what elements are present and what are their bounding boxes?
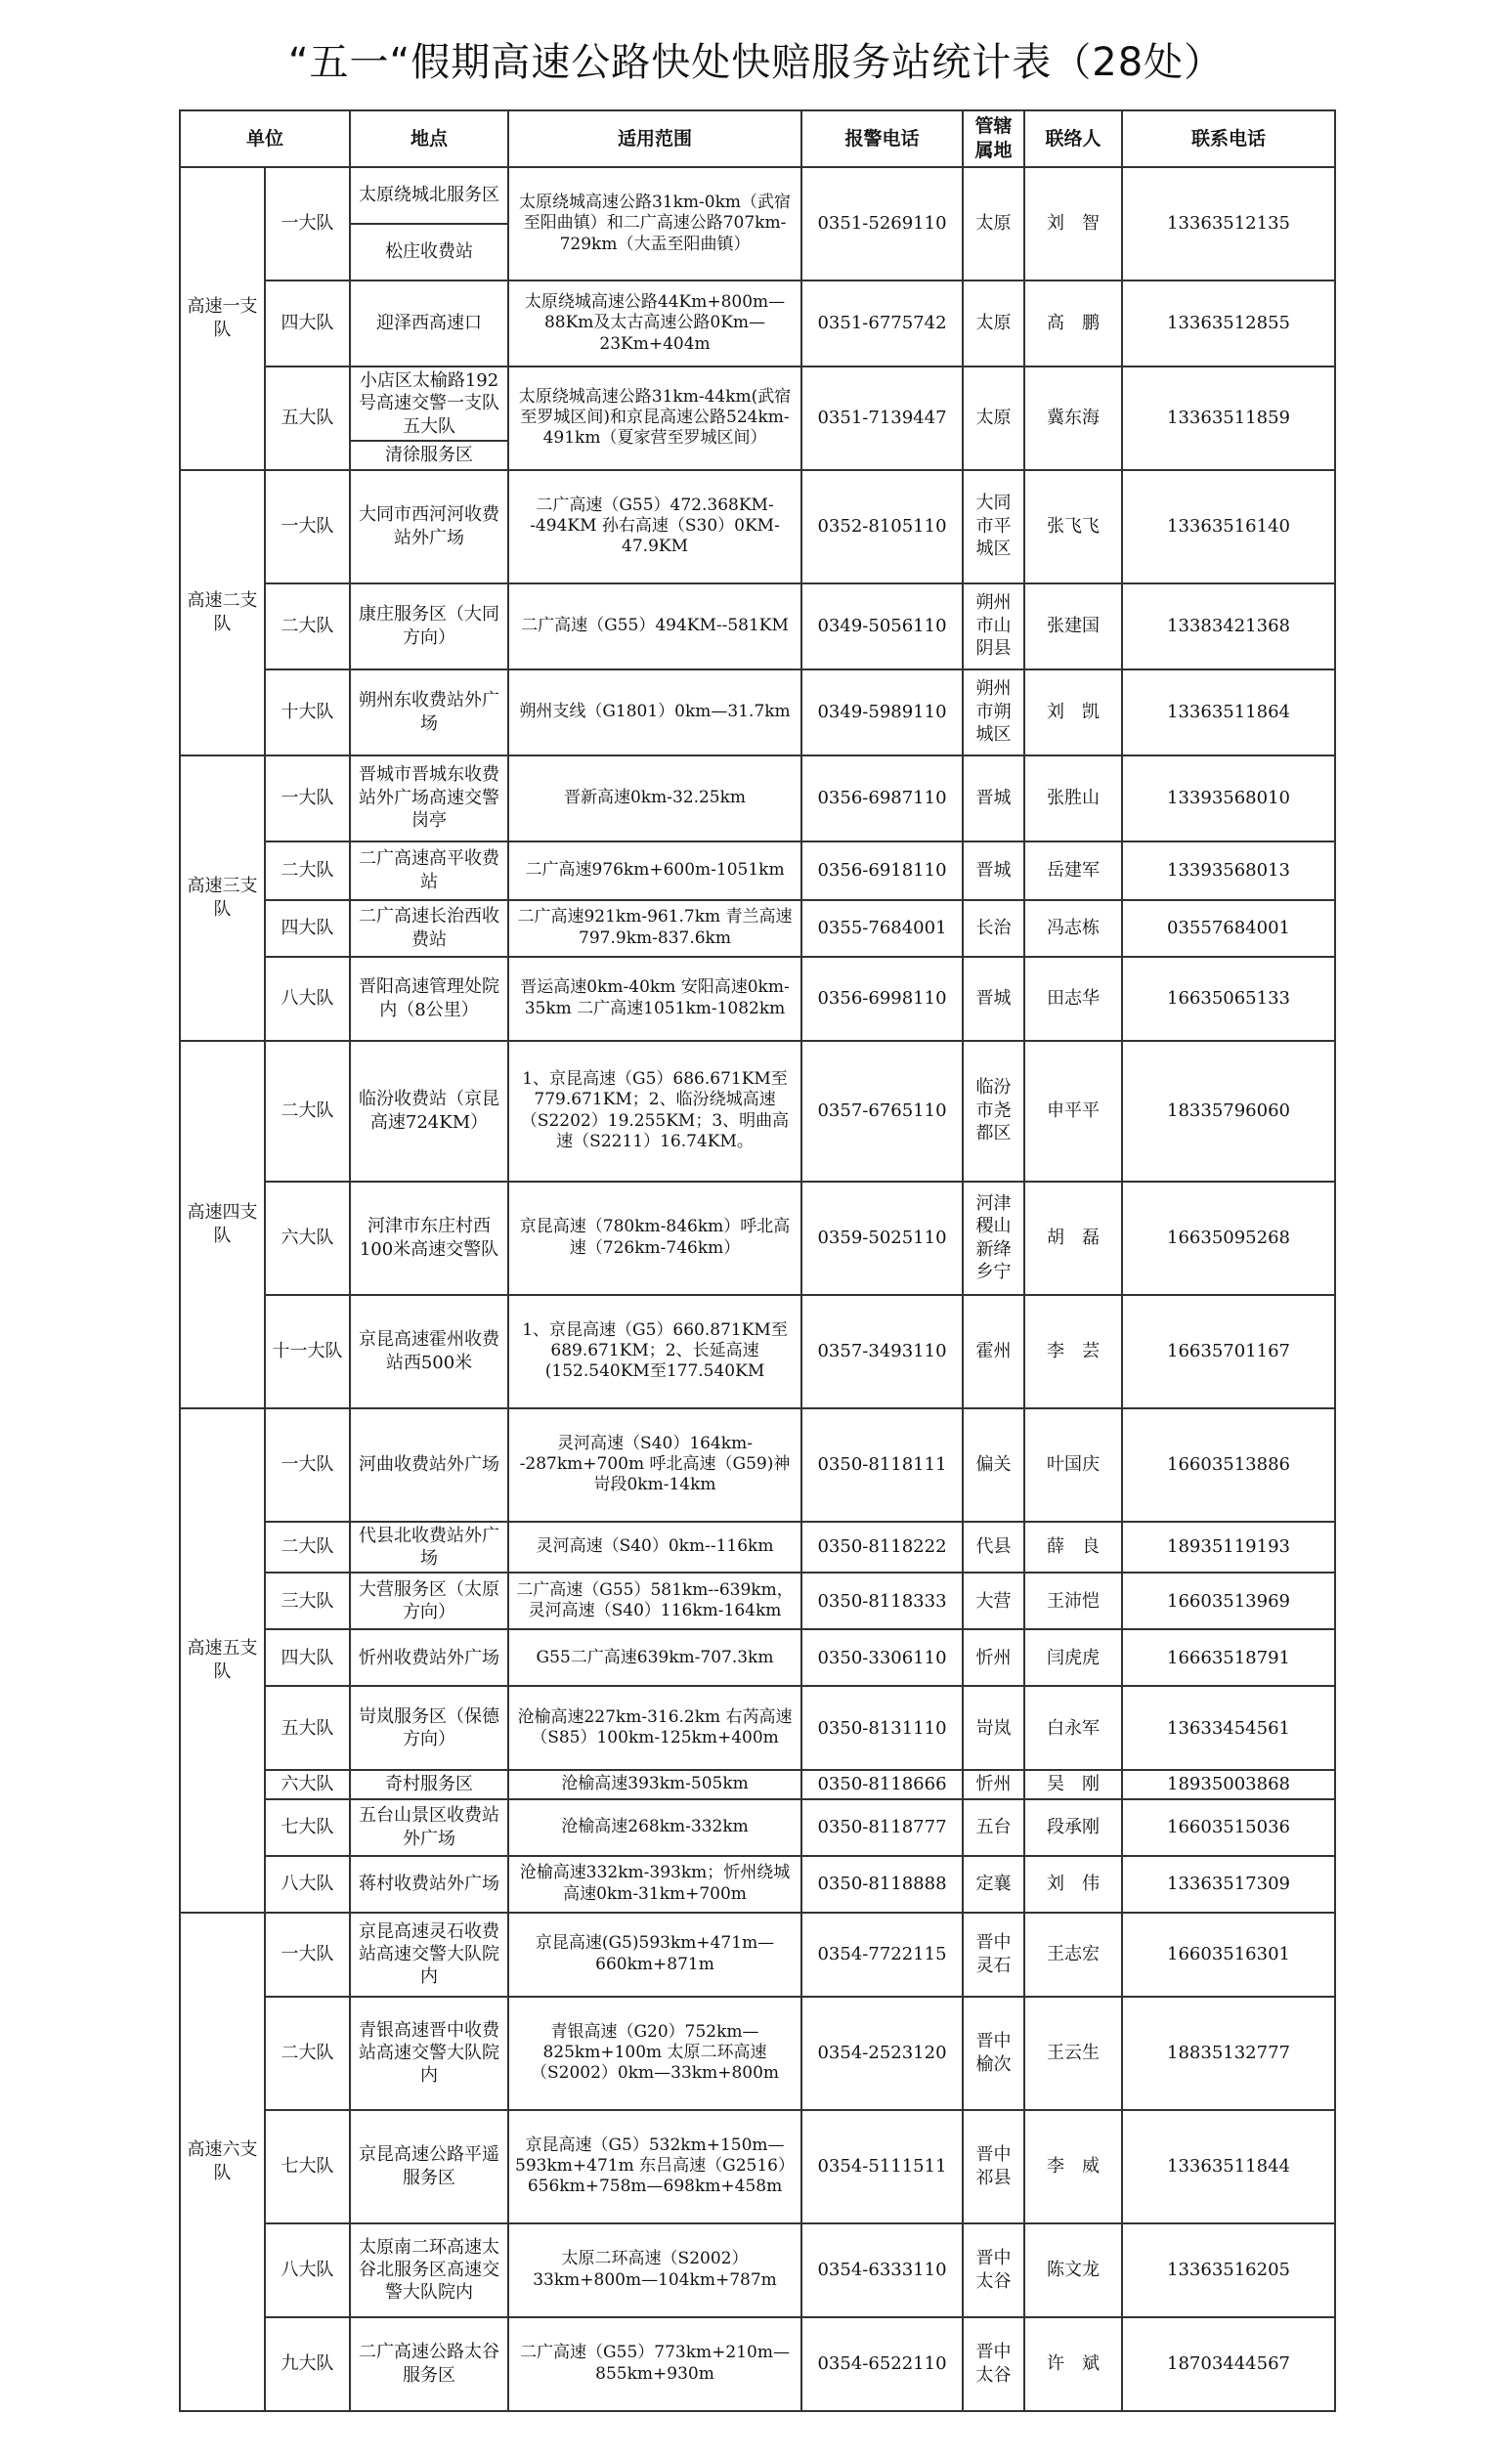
cell-jurisdiction: 太原 — [963, 167, 1024, 280]
cell-scope: 太原二环高速（S2002）33km+800m—104km+787m — [508, 2223, 801, 2317]
table-row — [180, 1408, 1335, 1522]
cell-contact: 闫虎虎 — [1024, 1629, 1122, 1686]
cell-detachment: 高速四支队 — [180, 1041, 265, 1408]
table-row — [180, 1041, 1335, 1182]
cell-alarm-phone: 0359-5025110 — [801, 1182, 963, 1295]
table-row — [180, 1686, 1335, 1770]
cell-brigade: 七大队 — [265, 2110, 350, 2223]
cell-alarm-phone: 0356-6987110 — [801, 755, 963, 841]
cell-contact: 刘 智 — [1024, 167, 1122, 280]
cell-contact: 许 斌 — [1024, 2317, 1122, 2411]
cell-scope: 二广高速（G55）773km+210m—855km+930m — [508, 2317, 801, 2411]
cell-location: 太原绕城北服务区 — [350, 167, 508, 224]
cell-alarm-phone: 0354-6333110 — [801, 2223, 963, 2317]
cell-brigade: 二大队 — [265, 583, 350, 669]
cell-contact-phone: 18335796060 — [1122, 1041, 1335, 1182]
table-row — [180, 1295, 1335, 1408]
cell-brigade: 一大队 — [265, 1408, 350, 1522]
cell-jurisdiction: 晋中灵石 — [963, 1913, 1024, 1997]
cell-jurisdiction: 晋中榆次 — [963, 1997, 1024, 2110]
cell-alarm-phone: 0351-5269110 — [801, 167, 963, 280]
cell-location: 晋城市晋城东收费站外广场高速交警岗亭 — [350, 755, 508, 841]
table-row — [180, 1573, 1335, 1629]
cell-scope: 沧榆高速393km-505km — [508, 1770, 801, 1798]
cell-location: 晋阳高速管理处院内（8公里） — [350, 957, 508, 1041]
cell-alarm-phone: 0351-7139447 — [801, 367, 963, 470]
cell-scope: 二广高速（G55）494KM--581KM — [508, 583, 801, 669]
cell-alarm-phone: 0350-8118666 — [801, 1770, 963, 1798]
cell-scope: 朔州支线（G1801）0km—31.7km — [508, 669, 801, 755]
table-row — [180, 1856, 1335, 1913]
table-row — [180, 2110, 1335, 2223]
cell-contact-phone: 18935119193 — [1122, 1522, 1335, 1574]
cell-scope: 太原绕城高速公路31km-0km（武宿至阳曲镇）和二广高速公路707km-729km（大盂至阳曲镇） — [508, 167, 801, 280]
cell-jurisdiction: 临汾市尧都区 — [963, 1041, 1024, 1182]
cell-alarm-phone: 0355-7684001 — [801, 900, 963, 957]
cell-contact-phone: 03557684001 — [1122, 900, 1335, 957]
cell-location: 二广高速长治西收费站 — [350, 900, 508, 957]
cell-contact-phone: 18835132777 — [1122, 1997, 1335, 2110]
cell-contact-phone: 18703444567 — [1122, 2317, 1335, 2411]
cell-location: 朔州东收费站外广场 — [350, 669, 508, 755]
cell-contact: 刘 伟 — [1024, 1856, 1122, 1913]
cell-location: 京昆高速霍州收费站西500米 — [350, 1295, 508, 1408]
table-row — [180, 583, 1335, 669]
cell-jurisdiction: 晋中祁县 — [963, 2110, 1024, 2223]
cell-brigade: 一大队 — [265, 755, 350, 841]
table-row — [180, 1799, 1335, 1856]
cell-contact-phone: 13363511844 — [1122, 2110, 1335, 2223]
cell-contact: 张飞飞 — [1024, 470, 1122, 583]
header-alarm-phone: 报警电话 — [801, 110, 963, 167]
cell-brigade: 二大队 — [265, 1522, 350, 1574]
table-row — [180, 1913, 1335, 1997]
cell-location: 蒋村收费站外广场 — [350, 1856, 508, 1913]
cell-scope: 灵河高速（S40）0km--116km — [508, 1522, 801, 1574]
cell-alarm-phone: 0350-8118888 — [801, 1856, 963, 1913]
cell-location: 岢岚服务区（保德方向） — [350, 1686, 508, 1770]
cell-contact-phone: 16635065133 — [1122, 957, 1335, 1041]
cell-contact: 陈文龙 — [1024, 2223, 1122, 2317]
cell-jurisdiction: 大同市平城区 — [963, 470, 1024, 583]
cell-brigade: 一大队 — [265, 1913, 350, 1997]
cell-scope: 京昆高速（G5）532km+150m—593km+471m 东吕高速（G2516）656km+758m—698km+458m — [508, 2110, 801, 2223]
cell-contact-phone: 13363516140 — [1122, 470, 1335, 583]
table-row — [180, 1770, 1335, 1798]
cell-brigade: 四大队 — [265, 280, 350, 367]
cell-scope: 1、京昆高速（G5）686.671KM至779.671KM；2、临汾绕城高速（S2202）19.255KM；3、明曲高速（S2211）16.74KM。 — [508, 1041, 801, 1182]
cell-contact: 王志宏 — [1024, 1913, 1122, 1997]
cell-brigade: 三大队 — [265, 1573, 350, 1629]
cell-contact: 张胜山 — [1024, 755, 1122, 841]
cell-contact-phone: 13363517309 — [1122, 1856, 1335, 1913]
cell-contact: 叶国庆 — [1024, 1408, 1122, 1522]
cell-brigade: 八大队 — [265, 957, 350, 1041]
cell-jurisdiction: 偏关 — [963, 1408, 1024, 1522]
cell-alarm-phone: 0350-8118111 — [801, 1408, 963, 1522]
cell-contact-phone: 16603513886 — [1122, 1408, 1335, 1522]
cell-jurisdiction: 霍州 — [963, 1295, 1024, 1408]
cell-scope: 沧榆高速227km-316.2km 右芮高速（S85）100km-125km+400m — [508, 1686, 801, 1770]
cell-contact: 申平平 — [1024, 1041, 1122, 1182]
header-contact-phone: 联系电话 — [1122, 110, 1335, 167]
cell-location: 清徐服务区 — [350, 441, 508, 469]
cell-scope: 二广高速（G55）472.368KM--494KM 孙右高速（S30）0KM-47.9KM — [508, 470, 801, 583]
cell-scope: G55二广高速639km-707.3km — [508, 1629, 801, 1686]
cell-jurisdiction: 定襄 — [963, 1856, 1024, 1913]
cell-location: 松庄收费站 — [350, 224, 508, 280]
table-row — [180, 470, 1335, 583]
cell-brigade: 五大队 — [265, 367, 350, 470]
cell-location: 奇村服务区 — [350, 1770, 508, 1798]
cell-jurisdiction: 太原 — [963, 367, 1024, 470]
cell-contact: 王云生 — [1024, 1997, 1122, 2110]
cell-contact-phone: 13363512855 — [1122, 280, 1335, 367]
cell-location: 大同市西河河收费站外广场 — [350, 470, 508, 583]
cell-contact-phone: 18935003868 — [1122, 1770, 1335, 1798]
cell-brigade: 二大队 — [265, 841, 350, 900]
cell-contact: 刘 凯 — [1024, 669, 1122, 755]
cell-jurisdiction: 大营 — [963, 1573, 1024, 1629]
cell-detachment: 高速二支队 — [180, 470, 265, 755]
cell-jurisdiction: 河津稷山新绛乡宁 — [963, 1182, 1024, 1295]
header-location: 地点 — [350, 110, 508, 167]
cell-contact-phone: 16635701167 — [1122, 1295, 1335, 1408]
cell-alarm-phone: 0357-3493110 — [801, 1295, 963, 1408]
cell-brigade: 六大队 — [265, 1182, 350, 1295]
cell-detachment: 高速五支队 — [180, 1408, 265, 1913]
page-title: “五一“假期高速公路快处快赔服务站统计表（28处） — [287, 40, 1225, 85]
cell-jurisdiction: 长治 — [963, 900, 1024, 957]
cell-jurisdiction: 朔州市山阴县 — [963, 583, 1024, 669]
cell-contact: 李 芸 — [1024, 1295, 1122, 1408]
cell-location: 二广高速公路太谷服务区 — [350, 2317, 508, 2411]
table-row — [180, 957, 1335, 1041]
cell-contact: 吴 刚 — [1024, 1770, 1122, 1798]
cell-jurisdiction: 忻州 — [963, 1770, 1024, 1798]
table-row — [180, 2317, 1335, 2411]
cell-detachment: 高速一支队 — [180, 167, 265, 470]
cell-location: 康庄服务区（大同方向） — [350, 583, 508, 669]
table-row — [180, 1629, 1335, 1686]
table-row — [180, 367, 1335, 441]
cell-alarm-phone: 0356-6998110 — [801, 957, 963, 1041]
cell-jurisdiction: 晋中太谷 — [963, 2223, 1024, 2317]
cell-contact-phone: 16663518791 — [1122, 1629, 1335, 1686]
cell-contact: 薛 良 — [1024, 1522, 1122, 1574]
cell-contact-phone: 16635095268 — [1122, 1182, 1335, 1295]
cell-location: 小店区太榆路192号高速交警一支队五大队 — [350, 367, 508, 441]
table-row — [180, 669, 1335, 755]
cell-scope: 晋运高速0km-40km 安阳高速0km-35km 二广高速1051km-1082km — [508, 957, 801, 1041]
table-header-row — [180, 110, 1335, 167]
cell-alarm-phone: 0354-5111511 — [801, 2110, 963, 2223]
cell-brigade: 一大队 — [265, 470, 350, 583]
cell-alarm-phone: 0354-6522110 — [801, 2317, 963, 2411]
cell-contact: 冀东海 — [1024, 367, 1122, 470]
cell-scope: 1、京昆高速（G5）660.871KM至689.671KM；2、长延高速(152.540KM至177.540KM — [508, 1295, 801, 1408]
cell-brigade: 四大队 — [265, 900, 350, 957]
cell-alarm-phone: 0350-3306110 — [801, 1629, 963, 1686]
cell-contact: 王沛恺 — [1024, 1573, 1122, 1629]
cell-brigade: 七大队 — [265, 1799, 350, 1856]
cell-contact: 冯志栋 — [1024, 900, 1122, 957]
cell-location: 代县北收费站外广场 — [350, 1522, 508, 1574]
cell-alarm-phone: 0354-2523120 — [801, 1997, 963, 2110]
cell-contact-phone: 13363512135 — [1122, 167, 1335, 280]
table-row — [180, 841, 1335, 900]
cell-detachment: 高速三支队 — [180, 755, 265, 1041]
cell-location: 临汾收费站（京昆高速724KM） — [350, 1041, 508, 1182]
cell-contact-phone: 13393568010 — [1122, 755, 1335, 841]
cell-contact: 李 威 — [1024, 2110, 1122, 2223]
cell-brigade: 四大队 — [265, 1629, 350, 1686]
cell-location: 大营服务区（太原方向） — [350, 1573, 508, 1629]
cell-brigade: 二大队 — [265, 1041, 350, 1182]
cell-location: 青银高速晋中收费站高速交警大队院内 — [350, 1997, 508, 2110]
cell-contact-phone: 13363516205 — [1122, 2223, 1335, 2317]
cell-contact: 高 鹏 — [1024, 280, 1122, 367]
cell-jurisdiction: 晋城 — [963, 755, 1024, 841]
cell-alarm-phone: 0356-6918110 — [801, 841, 963, 900]
cell-brigade: 二大队 — [265, 1997, 350, 2110]
cell-location: 河津市东庄村西100米高速交警队 — [350, 1182, 508, 1295]
cell-alarm-phone: 0350-8131110 — [801, 1686, 963, 1770]
cell-scope: 二广高速（G55）581km--639km，灵河高速（S40）116km-164km — [508, 1573, 801, 1629]
cell-alarm-phone: 0352-8105110 — [801, 470, 963, 583]
table-row — [180, 1997, 1335, 2110]
service-station-table — [179, 109, 1336, 2412]
cell-jurisdiction: 太原 — [963, 280, 1024, 367]
cell-brigade: 十一大队 — [265, 1295, 350, 1408]
header-contact: 联络人 — [1024, 110, 1122, 167]
cell-alarm-phone: 0351-6775742 — [801, 280, 963, 367]
table-row — [180, 167, 1335, 224]
cell-scope: 太原绕城高速公路44Km+800m—88Km及太古高速公路0Km—23Km+404m — [508, 280, 801, 367]
cell-contact: 张建国 — [1024, 583, 1122, 669]
cell-brigade: 八大队 — [265, 1856, 350, 1913]
cell-contact: 岳建军 — [1024, 841, 1122, 900]
cell-scope: 二广高速976km+600m-1051km — [508, 841, 801, 900]
header-jurisdiction: 管辖属地 — [963, 110, 1024, 167]
service-station-table-container — [179, 109, 1334, 2412]
cell-contact-phone: 16603516301 — [1122, 1913, 1335, 1997]
table-row — [180, 280, 1335, 367]
cell-jurisdiction: 晋城 — [963, 957, 1024, 1041]
cell-scope: 太原绕城高速公路31km-44km(武宿至罗城区间)和京昆高速公路524km-491km（夏家营至罗城区间） — [508, 367, 801, 470]
cell-scope: 青银高速（G20）752km—825km+100m 太原二环高速（S2002）0km—33km+800m — [508, 1997, 801, 2110]
cell-scope: 京昆高速（780km-846km）呼北高速（726km-746km） — [508, 1182, 801, 1295]
cell-contact-phone: 16603515036 — [1122, 1799, 1335, 1856]
cell-contact: 胡 磊 — [1024, 1182, 1122, 1295]
cell-jurisdiction: 晋中太谷 — [963, 2317, 1024, 2411]
cell-contact: 白永军 — [1024, 1686, 1122, 1770]
cell-contact-phone: 13363511864 — [1122, 669, 1335, 755]
cell-location: 忻州收费站外广场 — [350, 1629, 508, 1686]
cell-location: 京昆高速灵石收费站高速交警大队院内 — [350, 1913, 508, 1997]
cell-alarm-phone: 0354-7722115 — [801, 1913, 963, 1997]
table-body — [180, 167, 1335, 2411]
cell-jurisdiction: 五台 — [963, 1799, 1024, 1856]
cell-location: 迎泽西高速口 — [350, 280, 508, 367]
cell-alarm-phone: 0350-8118222 — [801, 1522, 963, 1574]
cell-jurisdiction: 忻州 — [963, 1629, 1024, 1686]
header-scope: 适用范围 — [508, 110, 801, 167]
cell-scope: 晋新高速0km-32.25km — [508, 755, 801, 841]
cell-jurisdiction: 岢岚 — [963, 1686, 1024, 1770]
cell-scope: 沧榆高速332km-393km；忻州绕城高速0km-31km+700m — [508, 1856, 801, 1913]
cell-alarm-phone: 0349-5989110 — [801, 669, 963, 755]
cell-location: 太原南二环高速太谷北服务区高速交警大队院内 — [350, 2223, 508, 2317]
table-row — [180, 900, 1335, 957]
cell-contact-phone: 13383421368 — [1122, 583, 1335, 669]
cell-contact-phone: 16603513969 — [1122, 1573, 1335, 1629]
cell-brigade: 一大队 — [265, 167, 350, 280]
cell-alarm-phone: 0350-8118777 — [801, 1799, 963, 1856]
cell-scope: 二广高速921km-961.7km 青兰高速797.9km-837.6km — [508, 900, 801, 957]
cell-brigade: 八大队 — [265, 2223, 350, 2317]
cell-jurisdiction: 代县 — [963, 1522, 1024, 1574]
cell-contact: 田志华 — [1024, 957, 1122, 1041]
cell-detachment: 高速六支队 — [180, 1913, 265, 2411]
cell-location: 五台山景区收费站外广场 — [350, 1799, 508, 1856]
cell-jurisdiction: 朔州市朔城区 — [963, 669, 1024, 755]
cell-jurisdiction: 晋城 — [963, 841, 1024, 900]
cell-alarm-phone: 0350-8118333 — [801, 1573, 963, 1629]
cell-contact-phone: 13363511859 — [1122, 367, 1335, 470]
cell-scope: 京昆高速(G5)593km+471m—660km+871m — [508, 1913, 801, 1997]
cell-scope: 灵河高速（S40）164km--287km+700m 呼北高速（G59)神岢段0km-14km — [508, 1408, 801, 1522]
cell-brigade: 十大队 — [265, 669, 350, 755]
cell-scope: 沧榆高速268km-332km — [508, 1799, 801, 1856]
cell-contact-phone: 13393568013 — [1122, 841, 1335, 900]
header-unit: 单位 — [180, 110, 350, 167]
cell-location: 二广高速高平收费站 — [350, 841, 508, 900]
table-row — [180, 755, 1335, 841]
cell-location: 京昆高速公路平遥服务区 — [350, 2110, 508, 2223]
cell-brigade: 九大队 — [265, 2317, 350, 2411]
cell-location: 河曲收费站外广场 — [350, 1408, 508, 1522]
table-row — [180, 2223, 1335, 2317]
table-row — [180, 1182, 1335, 1295]
cell-contact-phone: 13633454561 — [1122, 1686, 1335, 1770]
cell-alarm-phone: 0349-5056110 — [801, 583, 963, 669]
cell-brigade: 五大队 — [265, 1686, 350, 1770]
cell-contact: 段承刚 — [1024, 1799, 1122, 1856]
cell-brigade: 六大队 — [265, 1770, 350, 1798]
table-row — [180, 1522, 1335, 1574]
cell-alarm-phone: 0357-6765110 — [801, 1041, 963, 1182]
